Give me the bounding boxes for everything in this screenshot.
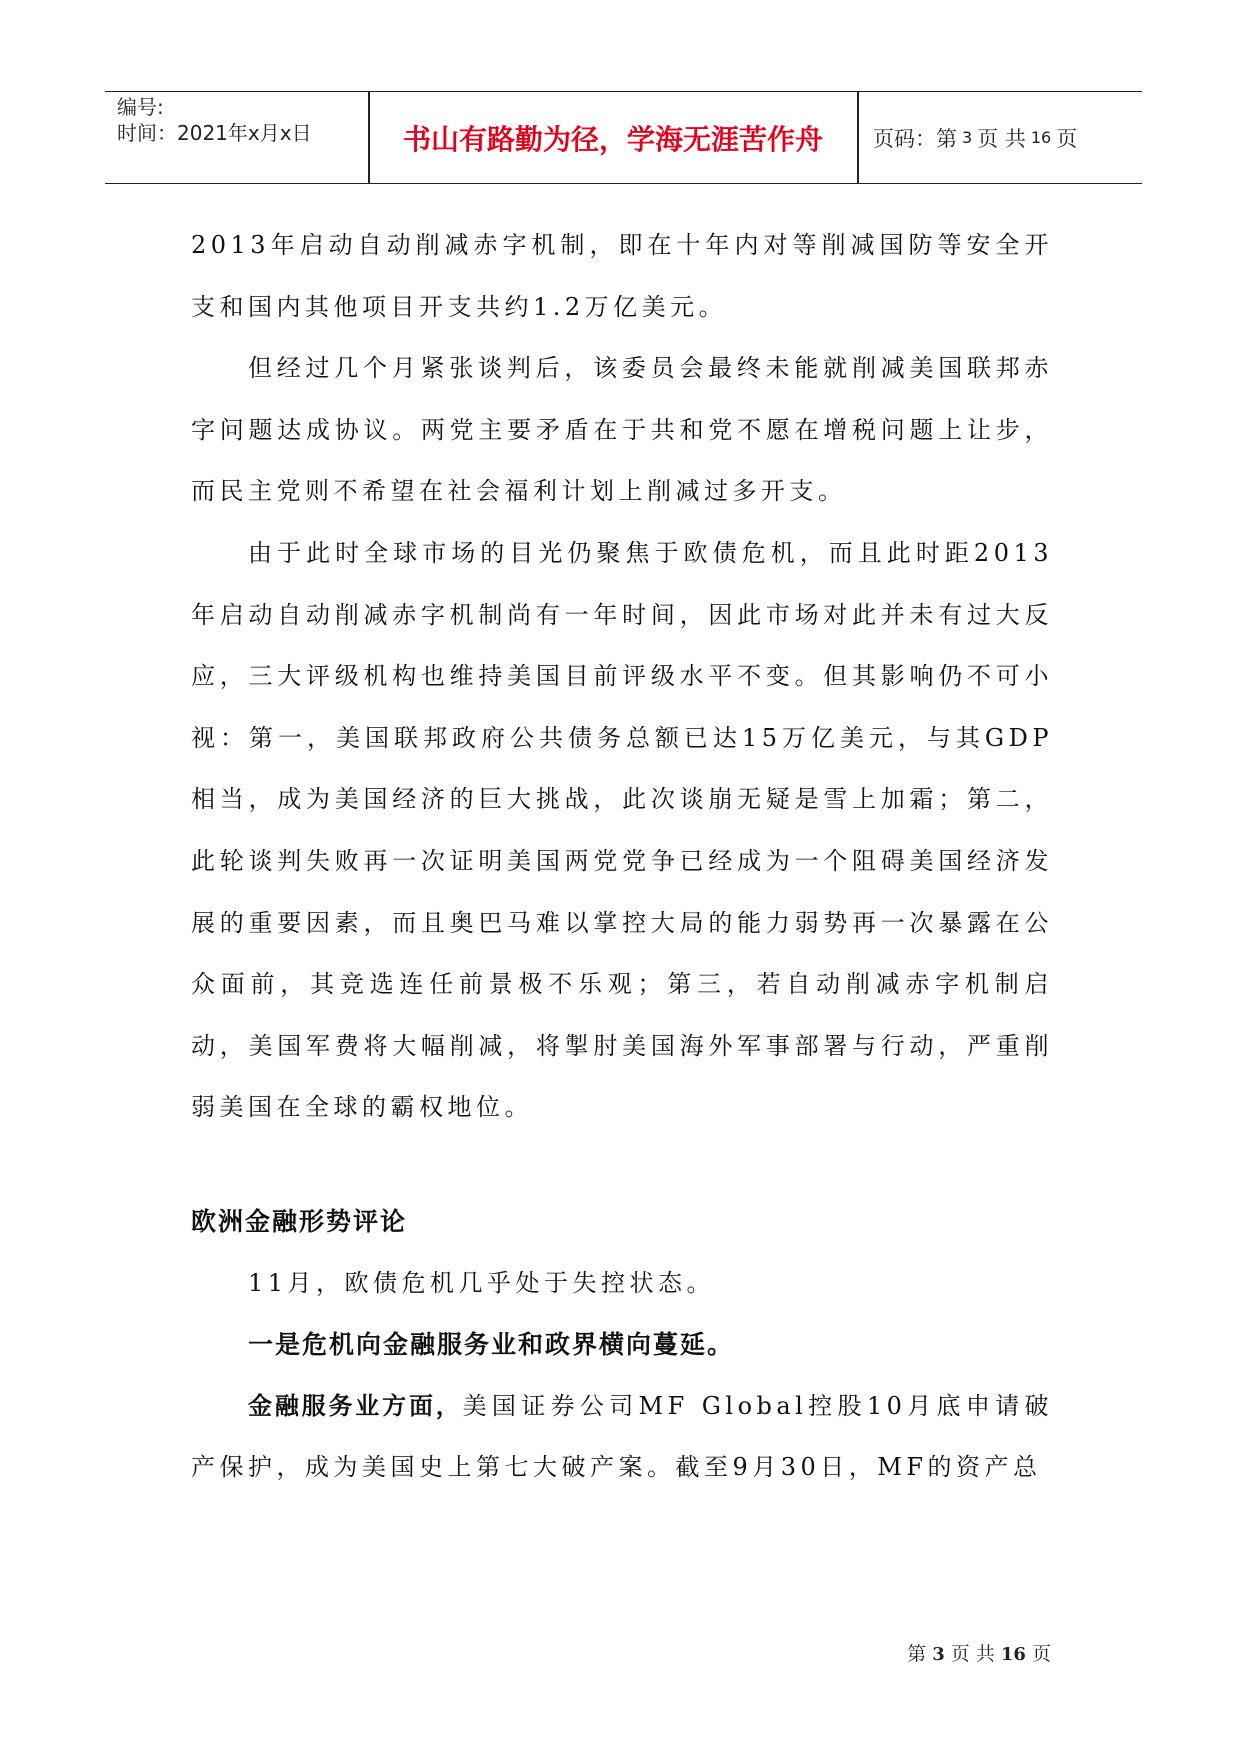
footer-current: 3 <box>932 1644 945 1665</box>
paragraph: 但经过几个月紧张谈判后，该委员会最终未能就削减美国联邦赤字问题达成协议。两党主要矛盾在于共和党不愿在增税问题上让步，而民主党则不希望在社会福利计划上削减过多开支。 <box>191 354 1053 506</box>
spacer <box>191 1139 1053 1191</box>
footer-total: 16 <box>1000 1644 1026 1665</box>
page-footer <box>0 1639 1241 1669</box>
paragraph: 11月，欧债危机几乎处于失控状态。 <box>248 1268 716 1297</box>
page-middle: 页 共 <box>977 126 1026 151</box>
document-body <box>191 215 1053 1499</box>
footer-prefix: 第 <box>907 1643 927 1665</box>
page-header <box>105 91 1142 184</box>
footer-suffix: 页 <box>1031 1643 1051 1665</box>
paragraph: 由于此时全球市场的目光仍聚焦于欧债危机，而且此时距2013年启动自动削减赤字机制尚有一年时间，因此市场对此并未有过大反应，三大评级机构也维持美国目前评级水平不变。但其影响仍不可小视：第一，美国联邦政府公共债务总额已达15万亿美元，与其GDP相当，成为美国经济的巨大挑战，此次谈崩无疑是雪上加霜；第二，此轮谈判失败再一次证明美国两党党争已经成为一个阻碍美国经济发展的重要因素，而且奥巴马难以掌控大局的能力弱势再一次暴露在公众面前，其竞选连任前景极不乐观；第三，若自动削减赤字机制启动，美国军费将大幅削减，将掣肘美国海外军事部署与行动，严重削弱美国在全球的霸权地位。 <box>191 538 1053 1122</box>
paragraph-text: 美国证券公司MF Global控股10月底申请破产保护，成为美国史上第七大破产案。截至9月30日，MF的资产总 <box>191 1391 1053 1482</box>
header-motto: 书山有路勤为径，学海无涯苦作舟 <box>402 122 823 156</box>
header-page-number <box>873 92 1077 183</box>
page-prefix: 页码：第 <box>873 126 957 151</box>
paragraph: 2013年启动自动削减赤字机制，即在十年内对等削减国防等安全开支和国内其他项目开支共约1.2万亿美元。 <box>191 231 1053 321</box>
header-meta <box>117 94 357 146</box>
page-suffix: 页 <box>1056 126 1078 151</box>
serial-number-label: 编号: <box>117 95 164 119</box>
paragraph <box>191 1376 1053 1499</box>
footer-middle: 页 共 <box>950 1643 995 1665</box>
page-total: 16 <box>1030 128 1052 147</box>
bold-lead: 金融服务业方面， <box>248 1391 463 1420</box>
bold-subheading: 一是危机向金融服务业和政界横向蔓延。 <box>248 1330 735 1360</box>
footer-page-number <box>907 1639 1051 1666</box>
date-label: 时间：2021年x月x日 <box>117 121 312 145</box>
header-divider <box>857 92 859 183</box>
page-current: 3 <box>962 128 973 147</box>
section-heading: 欧洲金融形势评论 <box>191 1206 408 1236</box>
